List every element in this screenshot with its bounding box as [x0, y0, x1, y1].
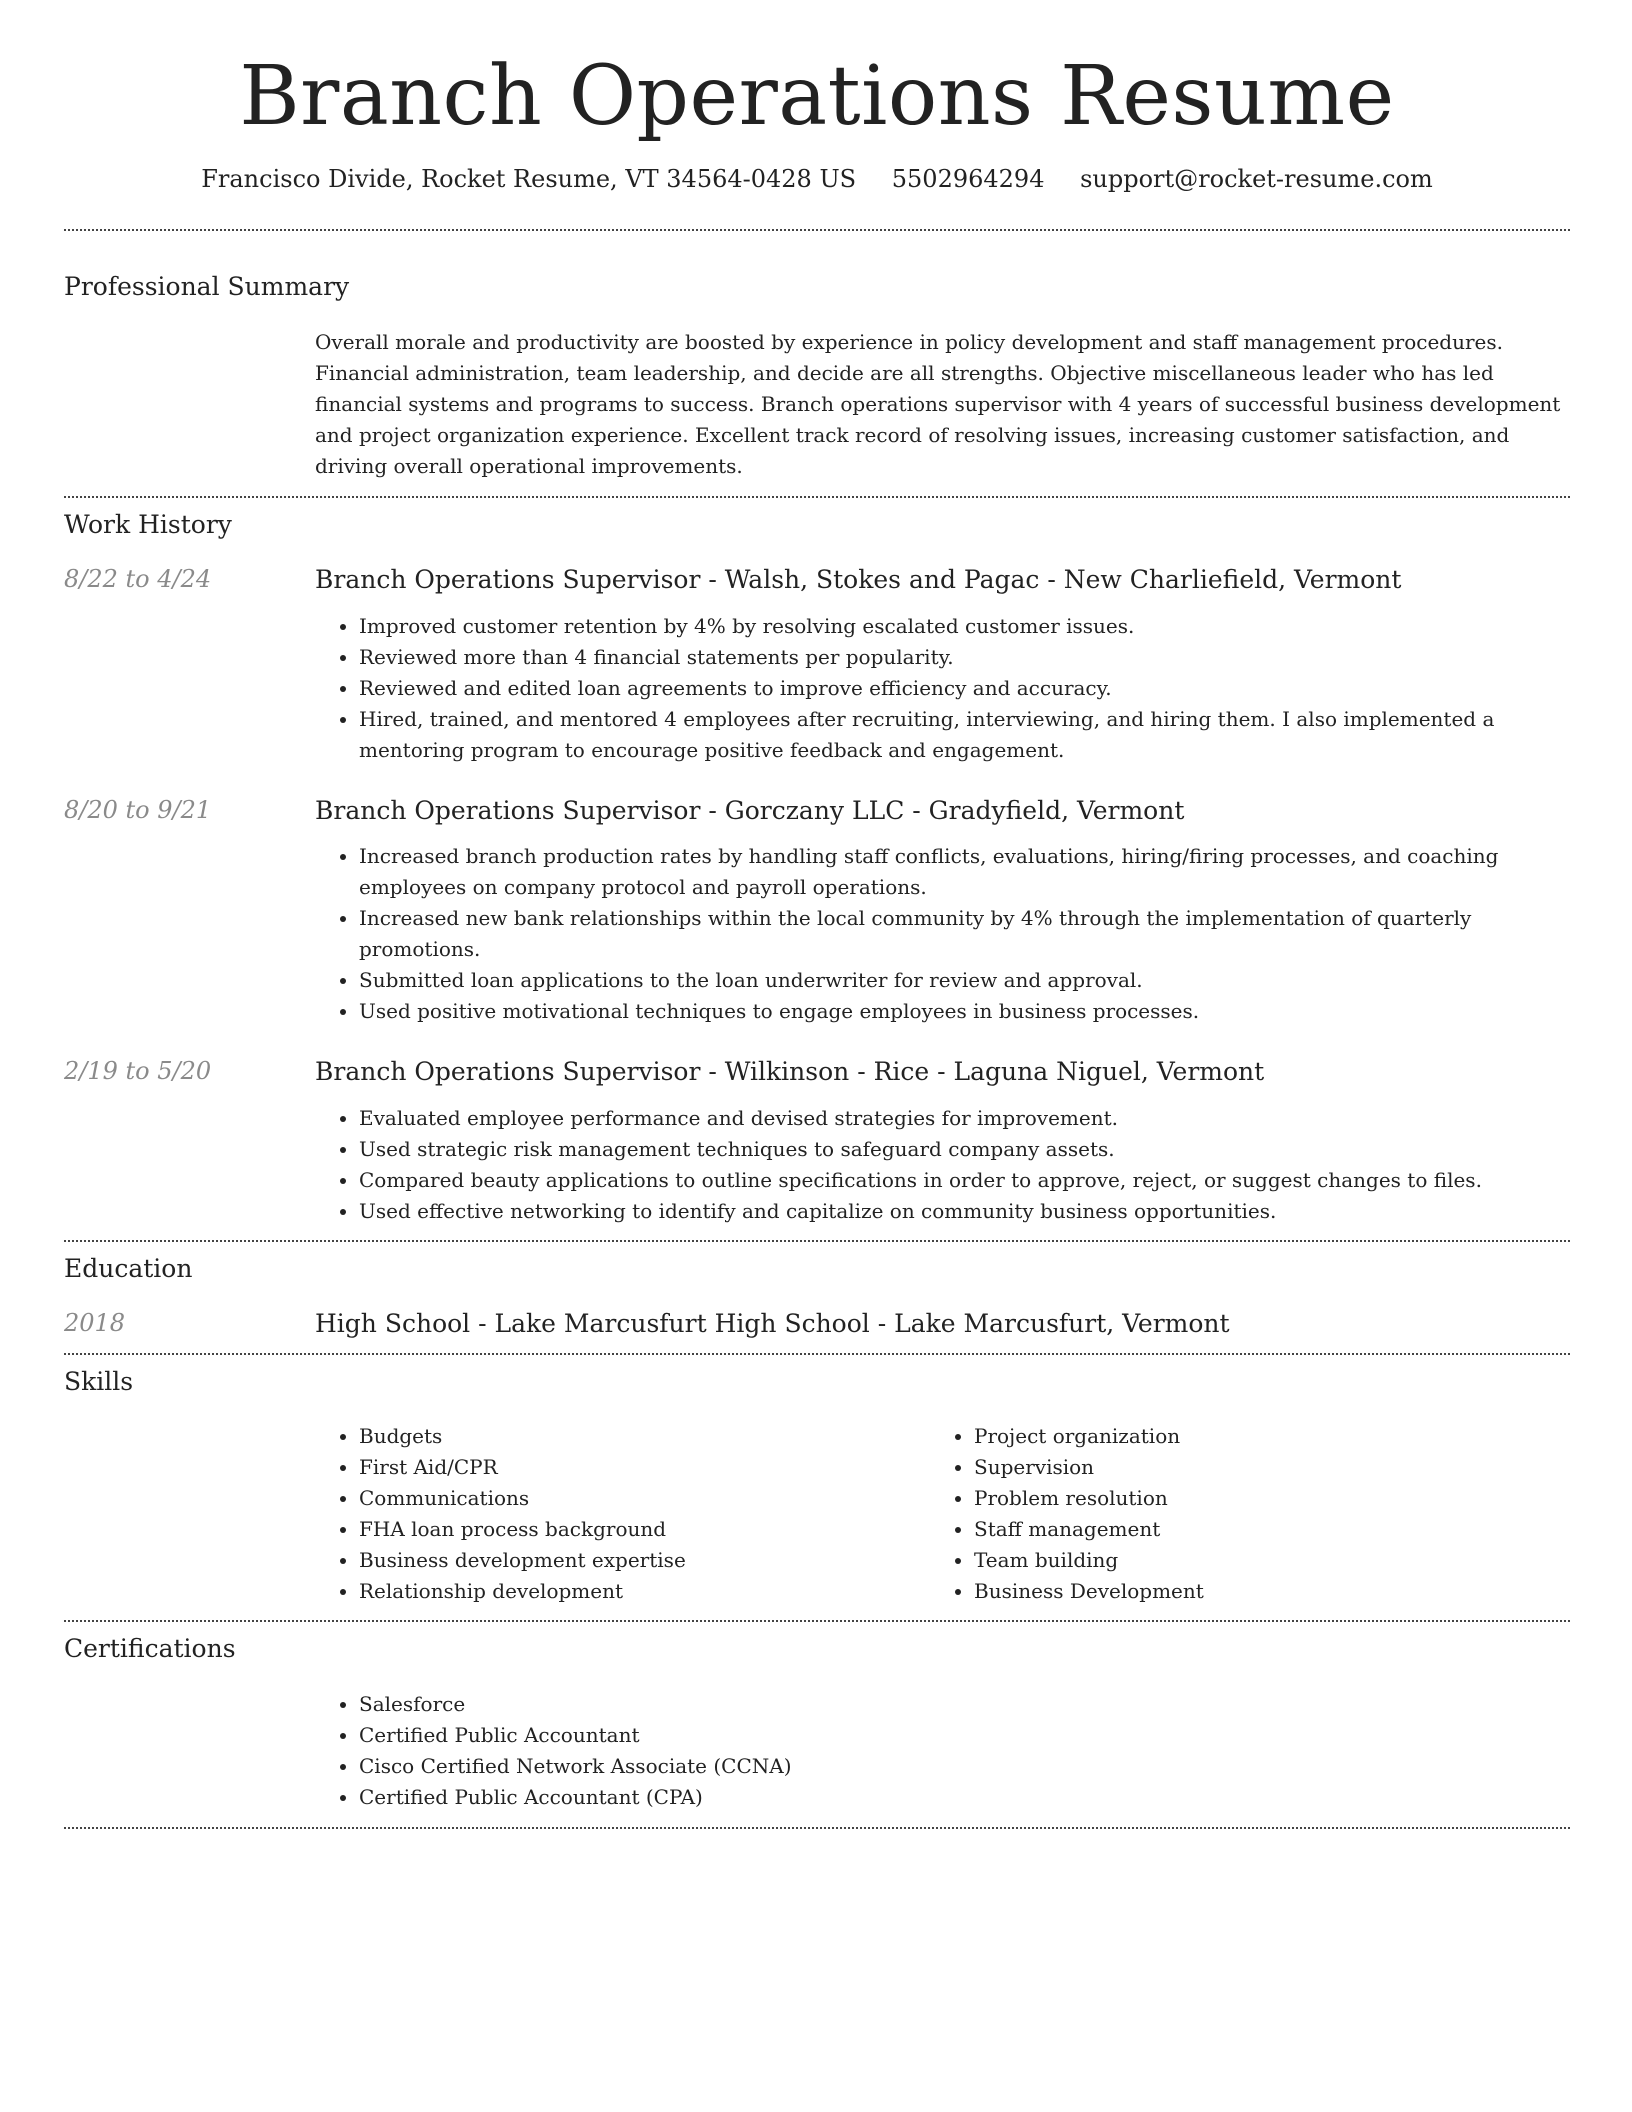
- skills-section: [64, 1366, 1570, 1608]
- list-item: • Used effective networking to identify and capitalize on community business opportunities.: [359, 1196, 1570, 1227]
- list-item: • First Aid/CPR: [359, 1452, 930, 1483]
- job-dates: 8/22 to 4/24: [64, 565, 212, 594]
- job-title: Branch Operations Supervisor - Wilkinson - Rice - Laguna Niguel, Vermont: [315, 1057, 1265, 1087]
- list-item: • Submitted loan applications to the loan underwriter for review and approval.: [359, 965, 1570, 996]
- list-item: • Problem resolution: [974, 1483, 1545, 1514]
- list-item: • Used positive motivational techniques to engage employees in business processes.: [359, 996, 1570, 1027]
- job-title: Branch Operations Supervisor - Gorczany LLC - Gradyfield, Vermont: [315, 795, 1185, 825]
- list-item: • Used strategic risk management techniques to safeguard company assets.: [359, 1134, 1570, 1165]
- section-heading-work: Work History: [64, 509, 232, 539]
- divider: [64, 1353, 1570, 1355]
- list-item: • Increased new bank relationships within the local community by 4% through the implementation of quarterly promotions.: [359, 903, 1570, 965]
- list-item: • FHA loan process background: [359, 1514, 930, 1545]
- list-item: • Certified Public Accountant (CPA): [359, 1782, 1570, 1813]
- job-bullets: [315, 611, 1570, 766]
- resume-page: [64, 0, 1570, 1829]
- list-item: • Business Development: [974, 1576, 1545, 1607]
- contact-address: Francisco Divide, Rocket Resume, VT 34564-0428 US: [201, 165, 857, 194]
- divider: [64, 1240, 1570, 1242]
- section-heading-education: Education: [64, 1253, 193, 1283]
- list-item: • Supervision: [974, 1452, 1545, 1483]
- education-section: [64, 1253, 1570, 1341]
- job-bullets: [315, 1103, 1570, 1227]
- list-item: • Cisco Certified Network Associate (CCNA): [359, 1751, 1570, 1782]
- list-item: • Reviewed and edited loan agreements to improve efficiency and accuracy.: [359, 673, 1570, 704]
- list-item: • Communications: [359, 1483, 930, 1514]
- list-item: • Relationship development: [359, 1576, 930, 1607]
- list-item: • Project organization: [974, 1421, 1545, 1452]
- section-heading-summary: Professional Summary: [64, 272, 350, 302]
- list-item: • Staff management: [974, 1514, 1545, 1545]
- job-entry: [64, 1056, 1570, 1227]
- job-entry: [64, 564, 1570, 766]
- education-entry: High School - Lake Marcusfurt High School - Lake Marcusfurt, Vermont: [315, 1309, 1230, 1339]
- page-title: Branch Operations Resume: [239, 49, 1395, 144]
- list-item: • Evaluated employee performance and devised strategies for improvement.: [359, 1103, 1570, 1134]
- summary-section: [64, 271, 1570, 482]
- certifications-list: [315, 1689, 1570, 1813]
- job-bullets: [315, 841, 1570, 1027]
- section-heading-skills: Skills: [64, 1366, 134, 1396]
- list-item: • Team building: [974, 1545, 1545, 1576]
- section-heading-certifications: Certifications: [64, 1634, 236, 1664]
- skills-list: [315, 1421, 1570, 1607]
- list-item: • Compared beauty applications to outline specifications in order to approve, reject, or suggest changes to files.: [359, 1165, 1570, 1196]
- contact-line: [64, 164, 1570, 195]
- job-dates: 8/20 to 9/21: [64, 795, 212, 824]
- list-item: • Increased branch production rates by handling staff conflicts, evaluations, hiring/firing processes, and coaching employees on company protocol and payroll operations.: [359, 841, 1570, 903]
- skills-column-left: [315, 1421, 930, 1607]
- certifications-section: [64, 1633, 1570, 1813]
- job-title: Branch Operations Supervisor - Walsh, Stokes and Pagac - New Charliefield, Vermont: [315, 565, 1402, 595]
- work-history-section: [64, 509, 1570, 1227]
- divider: [64, 229, 1570, 231]
- list-item: • Salesforce: [359, 1689, 1570, 1720]
- list-item: • Business development expertise: [359, 1545, 930, 1576]
- divider: [64, 1827, 1570, 1829]
- contact-phone: 5502964294: [891, 165, 1045, 194]
- skills-column-right: [930, 1421, 1545, 1607]
- job-entry: [64, 795, 1570, 1028]
- divider: [64, 1620, 1570, 1622]
- divider: [64, 496, 1570, 498]
- contact-email: support@rocket-resume.com: [1080, 165, 1433, 194]
- summary-text: Overall morale and productivity are boosted by experience in policy development and staff management procedures. Financial administration, team leadership, and decide are all strengths. Objective miscellaneous leader who has led financial systems and programs to success. Branch operations supervisor with 4 years of successful business development and project organization experience. Excellent track record of resolving issues, increasing customer satisfaction, and driving overall operational improvements.: [315, 329, 1561, 478]
- list-item: • Certified Public Accountant: [359, 1720, 1570, 1751]
- list-item: • Reviewed more than 4 financial statements per popularity.: [359, 642, 1570, 673]
- list-item: • Budgets: [359, 1421, 930, 1452]
- list-item: • Improved customer retention by 4% by resolving escalated customer issues.: [359, 611, 1570, 642]
- education-year: 2018: [64, 1309, 126, 1338]
- list-item: • Hired, trained, and mentored 4 employees after recruiting, interviewing, and hiring them. I also implemented a mentoring program to encourage positive feedback and engagement.: [359, 704, 1570, 766]
- job-dates: 2/19 to 5/20: [64, 1057, 212, 1086]
